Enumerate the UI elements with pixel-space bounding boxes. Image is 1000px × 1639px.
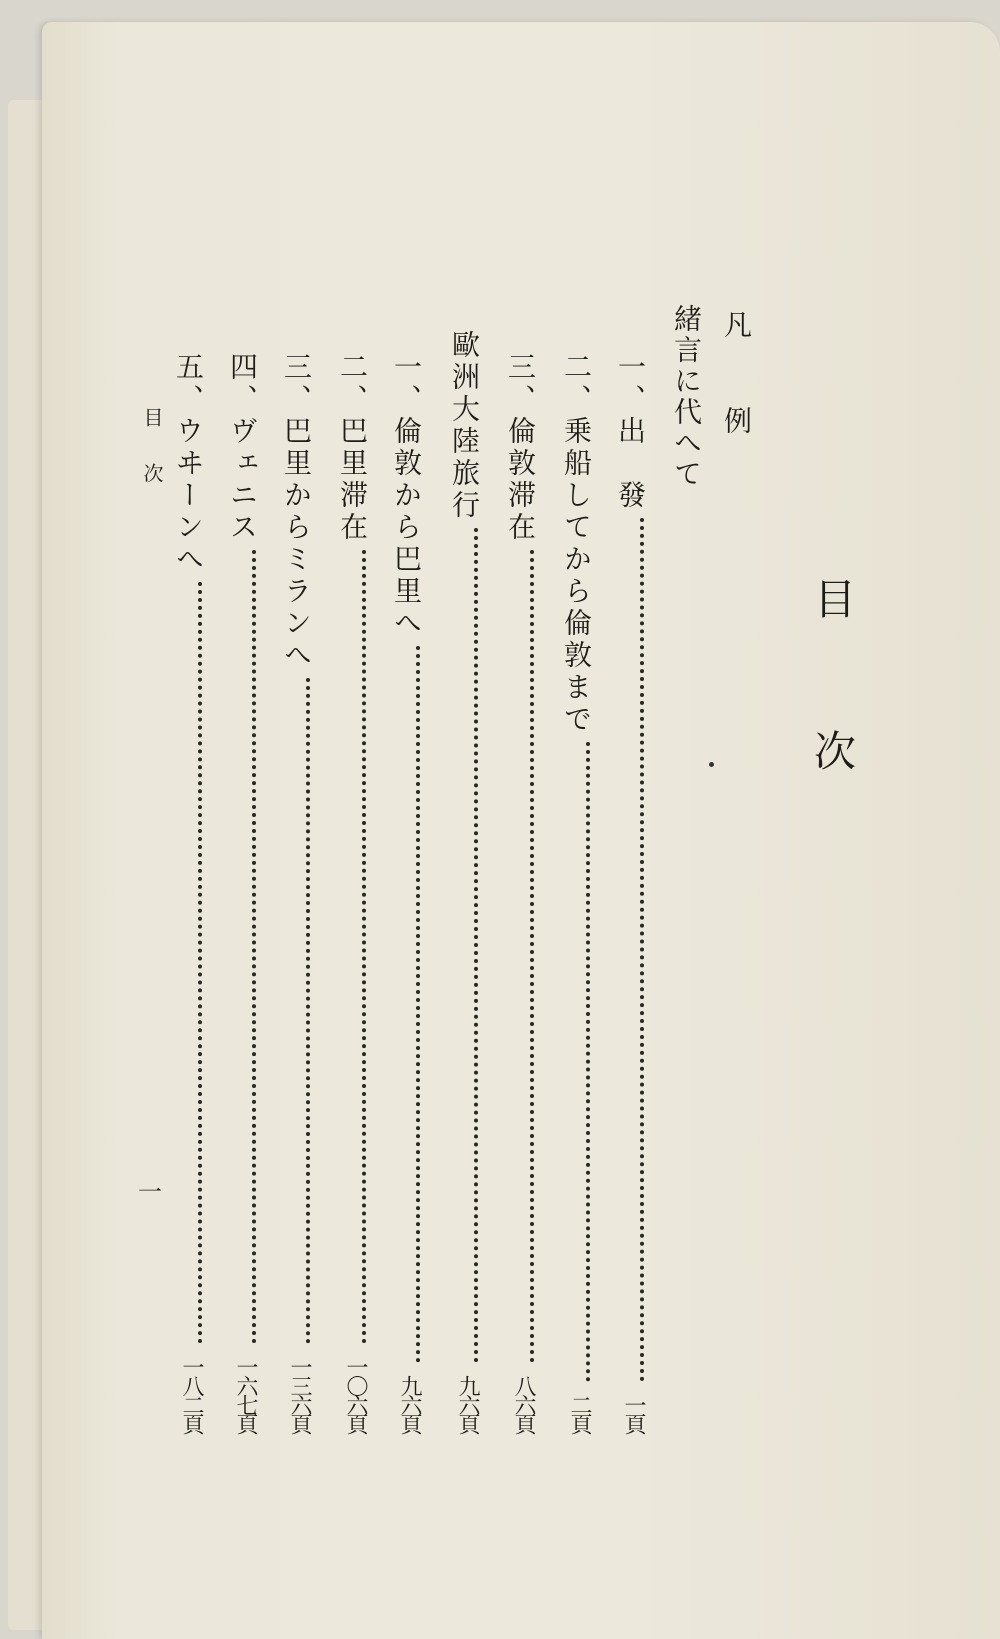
toc-entry-label: 一、出 發 bbox=[614, 352, 647, 512]
toc-entry bbox=[226, 352, 259, 1432]
toc-entry bbox=[560, 352, 593, 1432]
leader-dots bbox=[530, 550, 534, 1363]
leader-dots bbox=[416, 646, 420, 1363]
running-head: 目次 bbox=[140, 407, 164, 519]
toc-entry bbox=[172, 352, 205, 1432]
toc-entry bbox=[504, 352, 537, 1432]
toc-entry-page: 一三六頁 bbox=[287, 1356, 312, 1432]
toc-entry bbox=[614, 352, 647, 1432]
toc-entry bbox=[336, 352, 369, 1432]
leader-dots bbox=[640, 518, 644, 1382]
leader-dots bbox=[586, 742, 590, 1382]
leader-dots bbox=[474, 528, 478, 1363]
toc-entry-label: 三、巴里からミランへ bbox=[280, 352, 313, 672]
toc-entry bbox=[390, 352, 423, 1432]
toc-entry-label: 二、巴里滞在 bbox=[336, 352, 369, 544]
toc-entry bbox=[280, 352, 313, 1432]
toc-entry-page: 九六頁 bbox=[455, 1375, 480, 1432]
toc-hanrei: 凡 例 bbox=[720, 310, 753, 454]
leader-dots bbox=[306, 678, 310, 1344]
toc-entry-label: 歐洲大陸旅行 bbox=[448, 330, 481, 522]
toc-entry-page: 一頁 bbox=[621, 1394, 646, 1432]
toc-entry-label: 四、ヴェニス bbox=[226, 352, 259, 544]
ink-speck bbox=[709, 762, 714, 767]
toc-entry-page: 一八二頁 bbox=[179, 1356, 204, 1432]
page-title: 目次 bbox=[808, 577, 857, 881]
folio: 一 bbox=[138, 1178, 162, 1206]
toc-entry-label: 三、倫敦滞在 bbox=[504, 352, 537, 544]
toc-entry-page: 九六頁 bbox=[397, 1375, 422, 1432]
toc-entry bbox=[448, 330, 481, 1432]
toc-entry-label: 五、ウヰーンへ bbox=[172, 352, 205, 576]
toc-entry-label: 一、倫敦から巴里へ bbox=[390, 352, 423, 640]
toc-entry-page: 八六頁 bbox=[511, 1375, 536, 1432]
leader-dots bbox=[198, 582, 202, 1344]
leader-dots bbox=[252, 550, 256, 1344]
leader-dots bbox=[362, 550, 366, 1344]
toc-entry-page: 二頁 bbox=[567, 1394, 592, 1432]
toc-entry-page: 一六七頁 bbox=[233, 1356, 258, 1432]
toc-entry-label: 二、乗船してから倫敦まで bbox=[560, 352, 593, 736]
book-page bbox=[42, 22, 1000, 1639]
toc-preface: 緒言に代へて bbox=[670, 304, 703, 490]
toc-entry-page: 一〇六頁 bbox=[343, 1356, 368, 1432]
